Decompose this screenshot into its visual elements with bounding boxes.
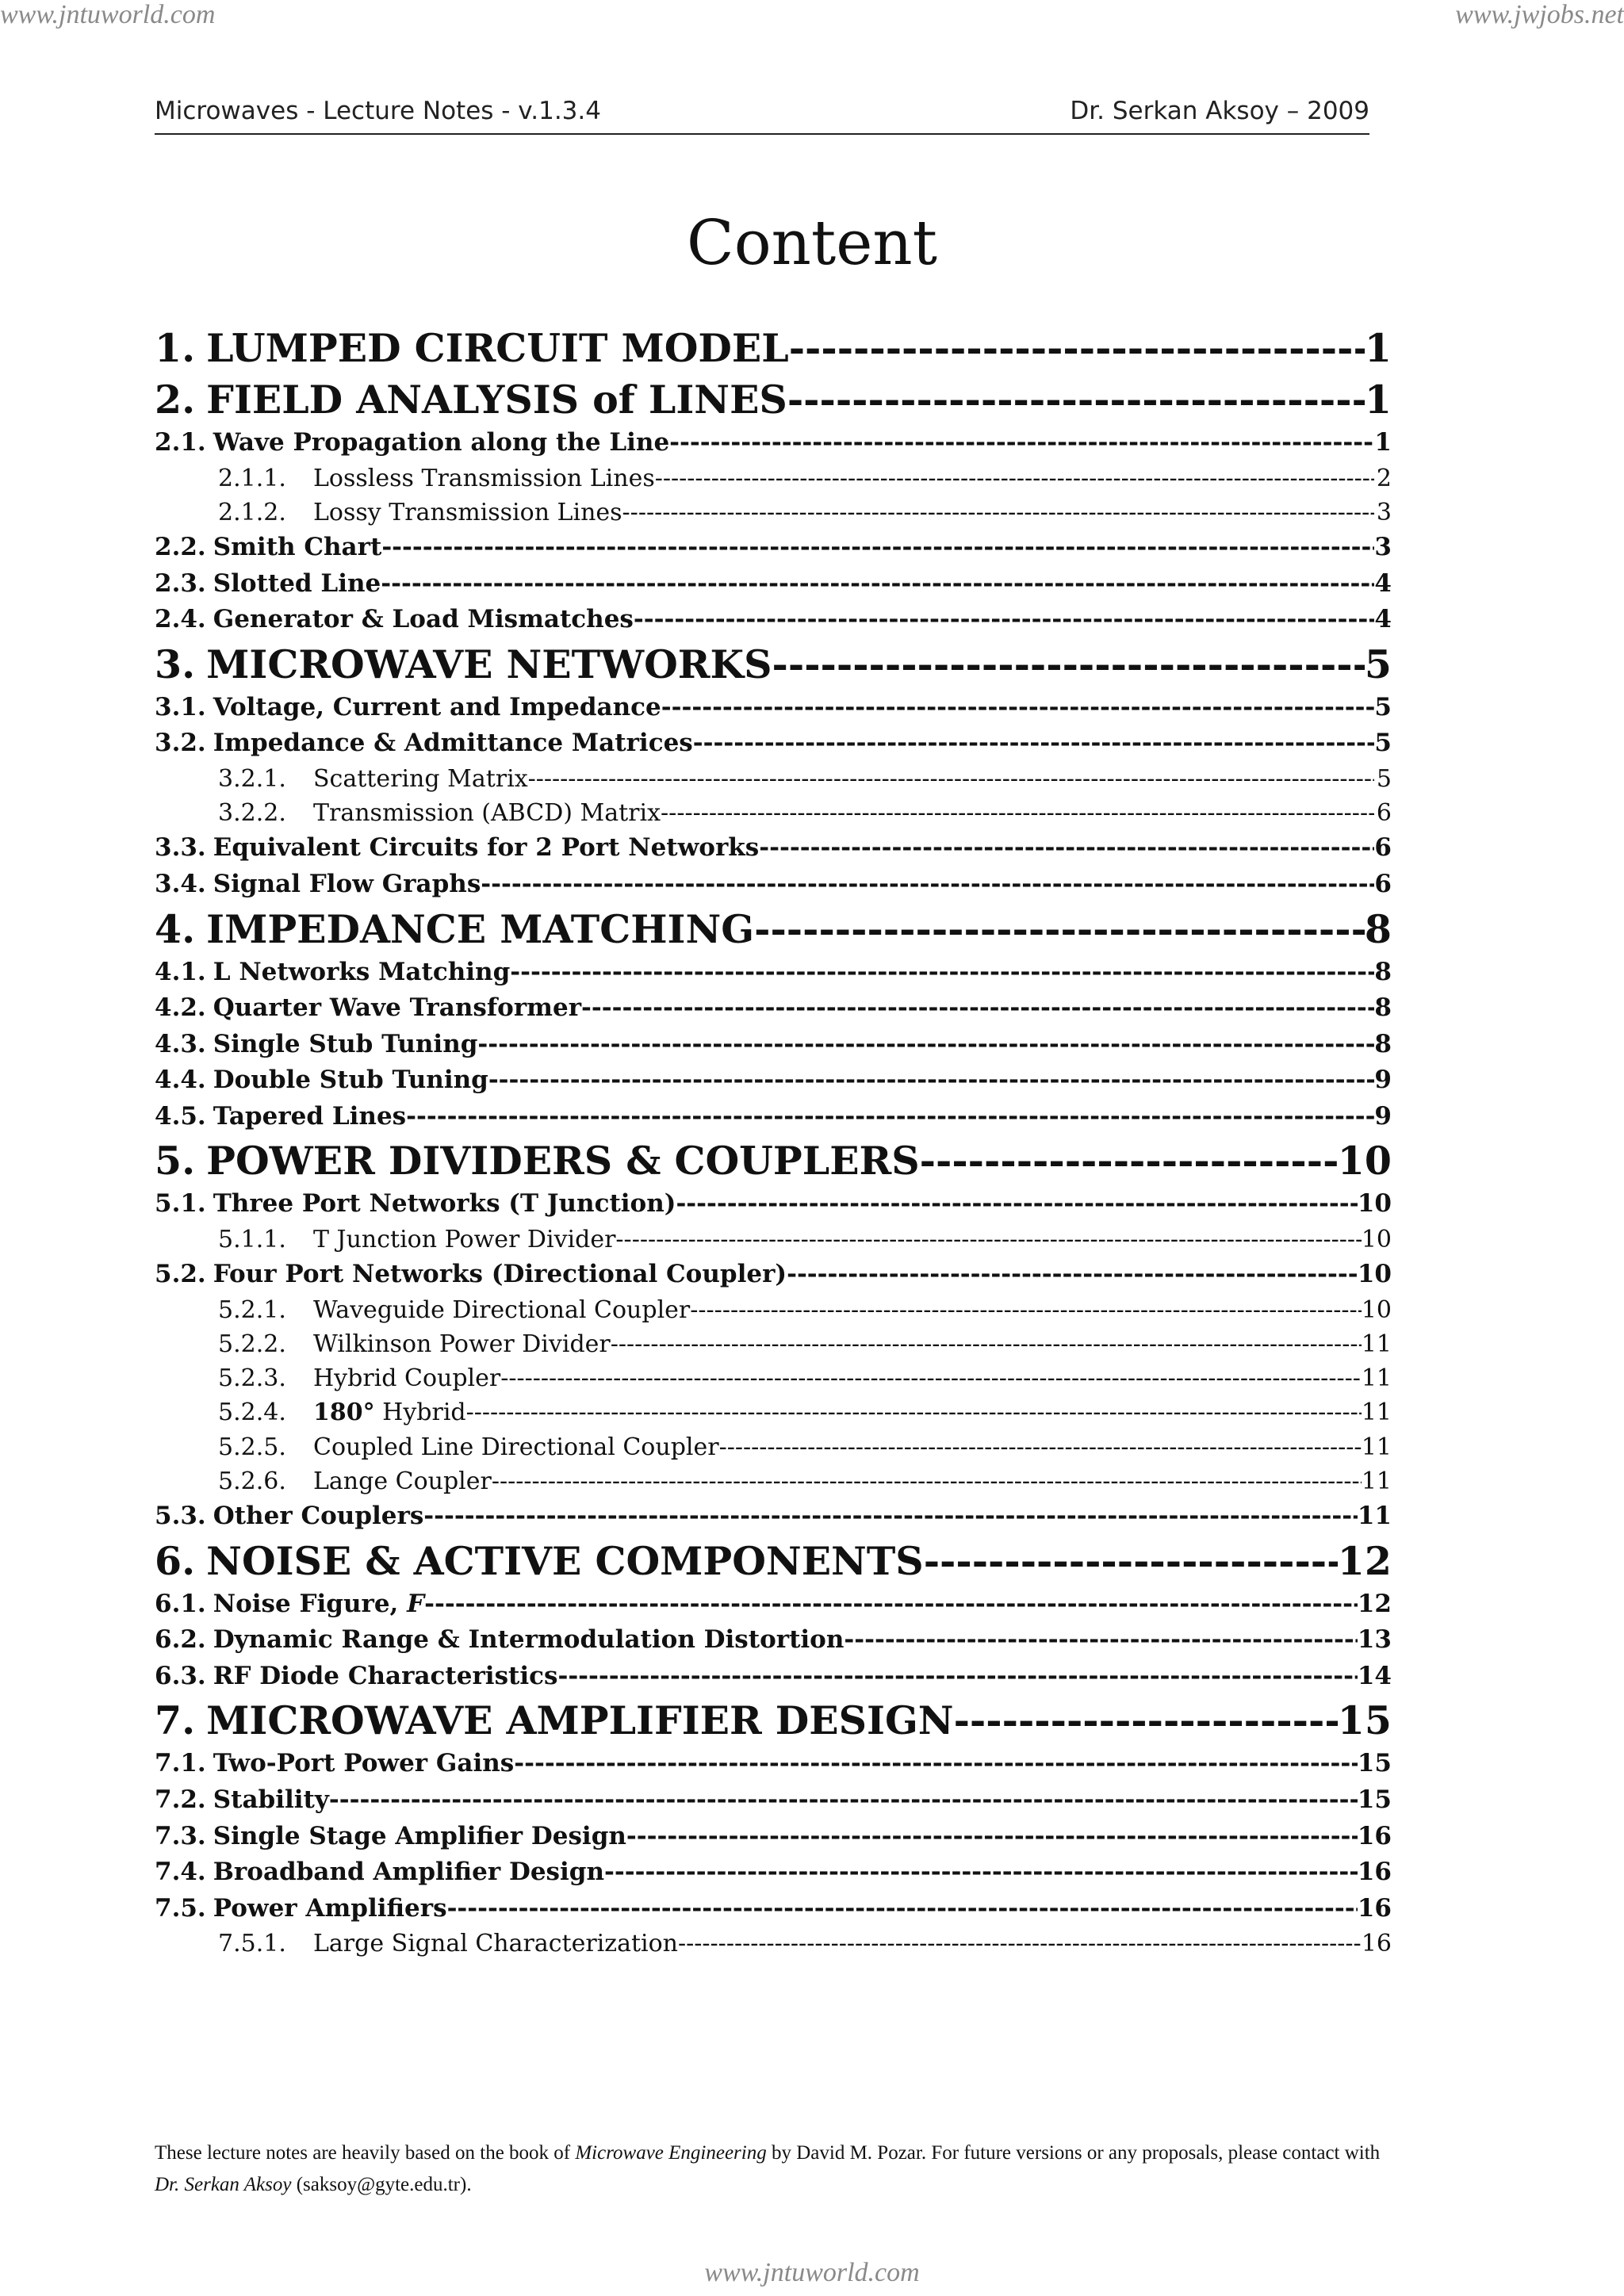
toc-entry-title: Double Stub Tuning (213, 1066, 488, 1095)
toc-entry-number: 5. (155, 1138, 196, 1184)
toc-dash-leader (604, 1858, 1358, 1886)
toc-dash-leader (622, 499, 1374, 526)
toc-entry-level-2[interactable] (155, 1066, 1392, 1102)
toc-entry-level-1[interactable] (155, 325, 1392, 377)
running-header (155, 97, 1369, 135)
toc-entry-title: POWER DIVIDERS & COUPLERS (206, 1138, 920, 1184)
toc-dash-leader (787, 377, 1365, 423)
toc-page-number: 5 (1376, 764, 1392, 793)
toc-page-number: 16 (1357, 1893, 1392, 1923)
toc-entry-number: 5.2.4. (218, 1399, 286, 1427)
footer-text-2: by David M. Pozar. For future versions or any proposals, please contact with (766, 2142, 1381, 2164)
toc-entry-title: Single Stage Amplifier Design (213, 1821, 626, 1850)
toc-dash-leader (466, 1399, 1362, 1426)
toc-page-number: 9 (1374, 1101, 1392, 1131)
toc-entry-level-3[interactable] (155, 1296, 1392, 1330)
toc-entry-level-1[interactable] (155, 1697, 1392, 1749)
toc-entry-level-3[interactable] (155, 499, 1392, 533)
toc-entry-level-2[interactable] (155, 1189, 1392, 1226)
toc-entry-level-2[interactable] (155, 833, 1392, 870)
toc-entry-number: 3.1. (155, 692, 206, 721)
toc-dash-leader (787, 1260, 1358, 1288)
toc-entry-number: 3.3. (155, 833, 206, 863)
toc-dash-leader (754, 906, 1365, 952)
toc-dash-leader (329, 1785, 1358, 1814)
toc-entry-title: Quarter Wave Transformer (213, 993, 582, 1023)
toc-entry-number: 3.2.1. (218, 764, 286, 793)
toc-entry-title: Power Amplifiers (213, 1893, 447, 1923)
toc-page-number: 8 (1374, 993, 1392, 1023)
toc-dash-leader (406, 1102, 1374, 1131)
toc-entry-number: 5.1. (155, 1189, 206, 1219)
toc-entry-level-3[interactable] (155, 1226, 1392, 1260)
toc-entry-level-2[interactable] (155, 870, 1392, 906)
toc-entry-number: 2.1.2. (218, 498, 286, 526)
toc-dash-leader (492, 1468, 1362, 1495)
toc-page-number: 16 (1357, 1858, 1392, 1887)
toc-entry-number: 7.5. (155, 1893, 206, 1923)
toc-page-number: 11 (1361, 1433, 1392, 1461)
page-title: Content (687, 208, 937, 279)
toc-dash-leader (690, 1296, 1362, 1324)
toc-entry-number: 7.4. (155, 1858, 206, 1887)
watermark-top-left: www.jntuworld.com (0, 0, 216, 29)
toc-dash-leader (581, 993, 1374, 1022)
toc-dash-leader (615, 1226, 1361, 1253)
toc-entry-level-2[interactable] (155, 428, 1392, 465)
toc-dash-leader (611, 1330, 1362, 1358)
toc-page-number: 2 (1376, 464, 1392, 492)
toc-entry-number: 7.1. (155, 1749, 206, 1778)
toc-entry-title: IMPEDANCE MATCHING (206, 905, 755, 952)
toc-entry-level-2[interactable] (155, 1858, 1392, 1894)
toc-entry-number: 3.4. (155, 869, 206, 898)
footer-email: (saksoy@gyte.edu.tr). (291, 2174, 472, 2195)
toc-dash-leader (447, 1894, 1358, 1923)
toc-dash-leader (423, 1502, 1358, 1530)
toc-entry-number: 2.4. (155, 605, 206, 634)
toc-entry-title: Generator & Load Mismatches (213, 605, 634, 634)
toc-entry-title: Voltage, Current and Impedance (213, 692, 661, 721)
toc-page-number: 3 (1376, 498, 1392, 526)
toc-entry-title: Wave Propagation along the Line (213, 428, 670, 457)
toc-dash-leader (655, 465, 1374, 492)
toc-page-number: 16 (1357, 1821, 1392, 1850)
toc-dash-leader (626, 1822, 1358, 1850)
toc-page-number: 10 (1361, 1295, 1392, 1324)
toc-entry-number: 6.1. (155, 1589, 206, 1618)
toc-page-number: 10 (1357, 1189, 1392, 1219)
toc-entry-title: Two-Port Power Gains (213, 1749, 515, 1778)
toc-entry-level-3[interactable] (155, 1433, 1392, 1468)
toc-entry-title: Slotted Line (213, 568, 381, 598)
toc-entry-title: Lossy Transmission Lines (313, 498, 622, 526)
toc-page-number: 10 (1361, 1226, 1392, 1254)
toc-entry-level-1[interactable] (155, 641, 1392, 693)
footer-text-1: These lecture notes are heavily based on the book of (155, 2142, 576, 2164)
toc-entry-level-3[interactable] (155, 1399, 1392, 1433)
toc-entry-level-2[interactable] (155, 993, 1392, 1030)
toc-entry-level-2[interactable] (155, 533, 1392, 569)
toc-entry-title: MICROWAVE NETWORKS (206, 641, 772, 687)
toc-entry-number: 3.2. (155, 729, 206, 758)
toc-dash-leader (381, 569, 1374, 598)
toc-entry-number: 6. (155, 1537, 196, 1584)
toc-dash-leader (693, 729, 1374, 757)
toc-entry-number: 5.3. (155, 1501, 206, 1530)
toc-page-number: 10 (1357, 1260, 1392, 1289)
watermark-top-right: www.jwjobs.net (1455, 0, 1624, 29)
toc-entry-number: 4.1. (155, 957, 206, 986)
toc-dash-leader (789, 325, 1365, 371)
toc-page-number: 5 (1374, 729, 1392, 758)
running-header-left: Microwaves - Lecture Notes - v.1.3.4 (155, 97, 601, 125)
toc-page-number: 4 (1374, 568, 1392, 598)
toc-entry-number: 3.2.2. (218, 799, 286, 828)
toc-entry-title: Four Port Networks (Directional Coupler) (213, 1260, 787, 1289)
toc-page-number: 3 (1374, 532, 1392, 561)
toc-dash-leader (488, 1066, 1374, 1094)
toc-entry-number: 7.5.1. (218, 1930, 286, 1958)
toc-page-number: 11 (1361, 1330, 1392, 1359)
footer-note (155, 2137, 1519, 2201)
toc-entry-title: L Networks Matching (213, 957, 511, 986)
toc-entry-level-3[interactable] (155, 765, 1392, 799)
toc-entry-title: Waveguide Directional Coupler (313, 1295, 691, 1324)
toc-dash-leader (500, 1364, 1362, 1392)
toc-entry-number: 4. (155, 905, 196, 952)
toc-dash-leader (772, 641, 1365, 687)
toc-entry-title: Single Stub Tuning (213, 1029, 478, 1058)
toc-entry-number: 6.3. (155, 1661, 206, 1690)
toc-page-number: 8 (1364, 905, 1392, 952)
toc-page-number: 1 (1364, 325, 1392, 371)
toc-dash-leader (920, 1138, 1338, 1184)
toc-page-number: 12 (1357, 1589, 1392, 1618)
toc-entry-level-2[interactable] (155, 1625, 1392, 1662)
toc-entry-number: 2.1. (155, 428, 206, 457)
running-header-right: Dr. Serkan Aksoy – 2009 (1070, 97, 1369, 125)
toc-dash-leader (510, 958, 1374, 986)
toc-entry-level-2[interactable] (155, 605, 1392, 641)
toc-entry-number: 5.2.6. (218, 1467, 286, 1495)
toc-page-number: 6 (1374, 869, 1392, 898)
toc-entry-title: Scattering Matrix (313, 764, 528, 793)
toc-entry-number: 2.1.1. (218, 464, 286, 492)
toc-dash-leader (381, 533, 1374, 561)
toc-entry-number: 2. (155, 377, 196, 423)
toc-entry-title: Stability (213, 1785, 329, 1814)
toc-entry-number: 5.2. (155, 1260, 206, 1289)
toc-page-number: 11 (1361, 1399, 1392, 1427)
toc-entry-level-2[interactable] (155, 1662, 1392, 1698)
footer-author: Dr. Serkan Aksoy (155, 2174, 292, 2195)
toc-entry-level-1[interactable] (155, 1538, 1392, 1590)
toc-entry-title: Large Signal Characterization (313, 1930, 678, 1958)
toc-entry-level-3[interactable] (155, 1330, 1392, 1364)
toc-entry-title: Wilkinson Power Divider (313, 1330, 611, 1359)
toc-entry-number: 7.3. (155, 1821, 206, 1850)
watermark-bottom: www.jntuworld.com (704, 2258, 920, 2287)
toc-dash-leader (424, 1590, 1358, 1618)
toc-page-number: 5 (1364, 641, 1392, 687)
toc-entry-title: Three Port Networks (T Junction) (213, 1189, 676, 1219)
toc-entry-number: 4.2. (155, 993, 206, 1023)
toc-entry-level-2[interactable] (155, 1102, 1392, 1138)
toc-entry-title: Noise Figure, F (213, 1589, 425, 1618)
toc-entry-number: 7.2. (155, 1785, 206, 1814)
toc-entry-number: 2.2. (155, 532, 206, 561)
toc-entry-level-2[interactable] (155, 693, 1392, 729)
toc-page-number: 6 (1376, 799, 1392, 828)
toc-page-number: 15 (1357, 1749, 1392, 1778)
toc-entry-title: Lossless Transmission Lines (313, 464, 655, 492)
toc-page-number: 11 (1361, 1364, 1392, 1393)
toc-entry-level-2[interactable] (155, 569, 1392, 606)
toc-entry-number: 5.2.3. (218, 1364, 286, 1393)
toc-entry-level-1[interactable] (155, 906, 1392, 958)
toc-entry-title: Transmission (ABCD) Matrix (313, 799, 661, 828)
toc-entry-number: 6.2. (155, 1625, 206, 1655)
toc-entry-number: 1. (155, 325, 196, 371)
toc-entry-title: Hybrid Coupler (313, 1364, 501, 1393)
toc-entry-level-3[interactable] (155, 1930, 1392, 1964)
toc-dash-leader (481, 870, 1374, 898)
toc-page-number: 8 (1374, 1029, 1392, 1058)
toc-page-number: 1 (1364, 377, 1392, 423)
toc-entry-title: LUMPED CIRCUIT MODEL (206, 325, 789, 371)
toc-entry-level-3[interactable] (155, 1468, 1392, 1502)
toc-dash-leader (924, 1538, 1338, 1584)
toc-page-number: 10 (1337, 1138, 1392, 1184)
toc-page-number: 4 (1374, 605, 1392, 634)
toc-entry-level-2[interactable] (155, 1502, 1392, 1538)
toc-dash-leader (676, 1189, 1357, 1218)
toc-entry-title: MICROWAVE AMPLIFIER DESIGN (206, 1697, 954, 1744)
toc-entry-title: NOISE & ACTIVE COMPONENTS (206, 1537, 924, 1584)
toc-entry-number: 4.5. (155, 1101, 206, 1131)
toc-page-number: 14 (1357, 1661, 1392, 1690)
toc-dash-leader (634, 605, 1374, 633)
toc-entry-level-2[interactable] (155, 1822, 1392, 1858)
toc-dash-leader (661, 693, 1374, 721)
toc-entry-title: Tapered Lines (213, 1101, 407, 1131)
toc-entry-level-2[interactable] (155, 958, 1392, 994)
toc-dash-leader (669, 428, 1374, 457)
toc-entry-title: Smith Chart (213, 532, 382, 561)
toc-page-number: 5 (1374, 692, 1392, 721)
toc-entry-title: T Junction Power Divider (313, 1226, 616, 1254)
toc-entry-level-2[interactable] (155, 1030, 1392, 1066)
table-of-contents (155, 325, 1392, 1965)
toc-entry-number: 4.4. (155, 1066, 206, 1095)
toc-entry-number: 7. (155, 1697, 196, 1744)
toc-page-number: 11 (1357, 1501, 1392, 1530)
toc-dash-leader (844, 1625, 1357, 1654)
toc-entry-title: Dynamic Range & Intermodulation Distortion (213, 1625, 845, 1655)
toc-dash-leader (954, 1697, 1338, 1743)
toc-entry-title: Equivalent Circuits for 2 Port Networks (213, 833, 760, 863)
toc-dash-leader (678, 1930, 1362, 1957)
toc-page-number: 1 (1374, 428, 1392, 457)
toc-page-number: 13 (1357, 1625, 1392, 1655)
toc-dash-leader (514, 1749, 1358, 1777)
toc-entry-title: Other Couplers (213, 1501, 424, 1530)
toc-entry-number: 5.1.1. (218, 1226, 286, 1254)
toc-entry-level-1[interactable] (155, 1138, 1392, 1189)
toc-entry-level-2[interactable] (155, 1785, 1392, 1822)
toc-entry-level-2[interactable] (155, 1749, 1392, 1785)
toc-entry-level-2[interactable] (155, 1260, 1392, 1296)
toc-entry-level-2[interactable] (155, 1894, 1392, 1931)
toc-entry-number: 5.2.1. (218, 1295, 286, 1324)
toc-entry-level-3[interactable] (155, 465, 1392, 499)
toc-entry-number: 2.3. (155, 568, 206, 598)
toc-dash-leader (528, 765, 1374, 793)
toc-page-number: 15 (1337, 1697, 1392, 1744)
toc-page-number: 16 (1361, 1930, 1392, 1958)
toc-entry-title: Impedance & Admittance Matrices (213, 729, 693, 758)
toc-page-number: 15 (1357, 1785, 1392, 1814)
toc-entry-level-3[interactable] (155, 1364, 1392, 1399)
toc-entry-title: Coupled Line Directional Coupler (313, 1433, 719, 1461)
toc-entry-title: 180° Hybrid (313, 1399, 466, 1427)
toc-entry-level-2[interactable] (155, 729, 1392, 765)
toc-entry-title: Signal Flow Graphs (213, 869, 481, 898)
toc-dash-leader (477, 1030, 1374, 1058)
toc-dash-leader (661, 799, 1374, 827)
toc-entry-number: 5.2.5. (218, 1433, 286, 1461)
toc-page-number: 9 (1374, 1066, 1392, 1095)
toc-entry-number: 3. (155, 641, 196, 687)
toc-entry-title: Broadband Amplifier Design (213, 1858, 604, 1887)
toc-entry-level-2[interactable] (155, 1590, 1392, 1626)
toc-page-number: 12 (1337, 1537, 1392, 1584)
toc-page-number: 6 (1374, 833, 1392, 863)
toc-dash-leader (759, 833, 1374, 862)
toc-page-number: 8 (1374, 957, 1392, 986)
toc-entry-title: Lange Coupler (313, 1467, 492, 1495)
toc-dash-leader (719, 1433, 1362, 1461)
toc-entry-level-1[interactable] (155, 377, 1392, 428)
toc-page-number: 11 (1361, 1467, 1392, 1495)
toc-entry-title: RF Diode Characteristics (213, 1661, 558, 1690)
toc-entry-number: 5.2.2. (218, 1330, 286, 1359)
toc-entry-title: FIELD ANALYSIS of LINES (206, 377, 787, 423)
toc-entry-level-3[interactable] (155, 799, 1392, 833)
toc-entry-number: 4.3. (155, 1029, 206, 1058)
toc-dash-leader (557, 1662, 1357, 1690)
footer-book-title: Microwave Engineering (575, 2142, 767, 2164)
